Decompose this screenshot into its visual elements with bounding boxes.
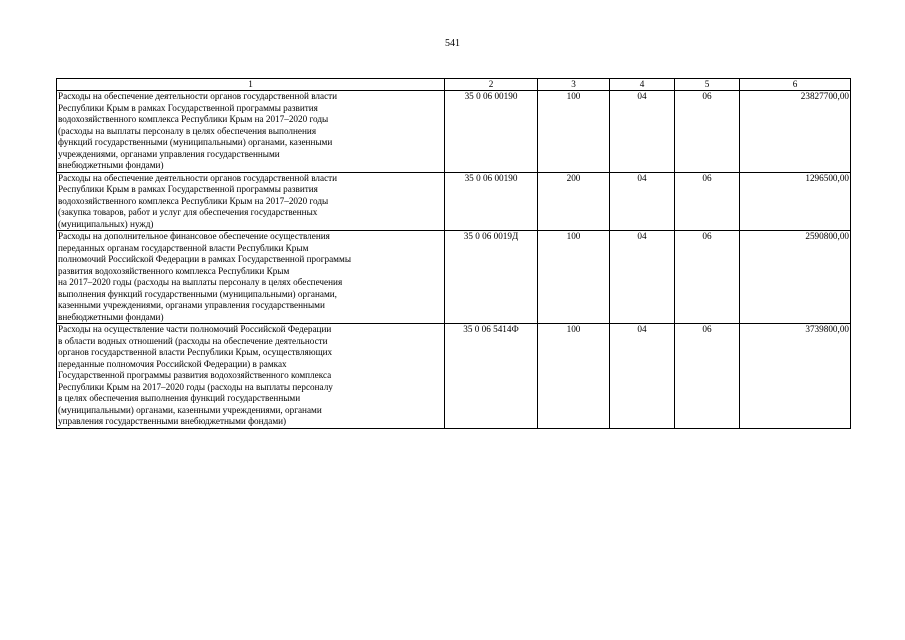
description-line: на 2017–2020 годы (расходы на выплаты персоналу в целях обеспечения bbox=[58, 277, 343, 287]
description-line: учреждениями, органами управления государственными bbox=[58, 148, 280, 159]
description-line: Республики Крым в рамках Государственной программы развития bbox=[58, 184, 318, 194]
description-line: (расходы на выплаты персоналу в целях обеспечения выполнения bbox=[58, 125, 317, 136]
row-col4: 04 bbox=[610, 324, 675, 429]
row-col3: 100 bbox=[538, 324, 610, 429]
table-body bbox=[57, 91, 851, 429]
table-row bbox=[57, 91, 851, 173]
row-col4: 04 bbox=[610, 172, 675, 231]
description-line: полномочий Российской Федерации в рамках Государственной программы bbox=[58, 254, 351, 264]
description-line: переданных органам государственной власти Республики Крым bbox=[58, 242, 309, 253]
description-line: выполнения функций государственными (муниципальными) органами, bbox=[58, 288, 337, 299]
table-row bbox=[57, 324, 851, 429]
description-line: в целях обеспечения выполнения функций государственными bbox=[58, 393, 301, 403]
row-code: 35 0 06 0019Д bbox=[445, 231, 538, 324]
row-code: 35 0 06 00190 bbox=[445, 172, 538, 231]
row-amount: 1296500,00 bbox=[740, 172, 851, 231]
description-line: (муниципальных) нужд) bbox=[58, 218, 154, 229]
table-row bbox=[57, 231, 851, 324]
description-line: органов государственной власти Республики Крым, осуществляющих bbox=[58, 347, 333, 357]
row-amount: 2590800,00 bbox=[740, 231, 851, 324]
row-col5: 06 bbox=[675, 231, 740, 324]
row-col5: 06 bbox=[675, 324, 740, 429]
description-line: управления государственными внебюджетными фондами) bbox=[58, 416, 287, 426]
description-line: водохозяйственного комплекса Республики Крым на 2017–2020 годы bbox=[58, 195, 329, 206]
description-line: внебюджетными фондами) bbox=[58, 311, 164, 322]
column-header-4: 4 bbox=[610, 79, 675, 91]
description-line: Государственной программы развития водохозяйственного комплекса bbox=[58, 370, 332, 380]
row-code: 35 0 06 00190 bbox=[445, 91, 538, 173]
description-line: функций государственными (муниципальными) органами, казенными bbox=[58, 137, 333, 147]
row-col3: 100 bbox=[538, 91, 610, 173]
row-description bbox=[57, 91, 445, 173]
row-amount: 23827700,00 bbox=[740, 91, 851, 173]
description-line: Республики Крым на 2017–2020 годы (расходы на выплаты персоналу bbox=[58, 381, 333, 392]
row-col4: 04 bbox=[610, 231, 675, 324]
header-row bbox=[57, 79, 851, 91]
column-header-3: 3 bbox=[538, 79, 610, 91]
page-number: 541 bbox=[445, 38, 460, 49]
budget-table bbox=[56, 78, 851, 429]
description-line: (муниципальными) органами, казенными учреждениями, органами bbox=[58, 404, 322, 415]
row-col5: 06 bbox=[675, 91, 740, 173]
row-description bbox=[57, 231, 445, 324]
description-line: переданные полномочия Российской Федерации) в рамках bbox=[58, 358, 287, 369]
row-col4: 04 bbox=[610, 91, 675, 173]
description-line: Расходы на осуществление части полномочий Российской Федерации bbox=[58, 324, 332, 334]
row-amount: 3739800,00 bbox=[740, 324, 851, 429]
description-line: водохозяйственного комплекса Республики Крым на 2017–2020 годы bbox=[58, 114, 329, 124]
description-line: Расходы на обеспечение деятельности органов государственной власти bbox=[58, 91, 338, 101]
row-col5: 06 bbox=[675, 172, 740, 231]
description-line: Расходы на обеспечение деятельности органов государственной власти bbox=[58, 172, 338, 183]
description-line: развития водохозяйственного комплекса Республики Крым bbox=[58, 265, 290, 276]
row-description bbox=[57, 172, 445, 231]
description-line: в области водных отношений (расходы на обеспечение деятельности bbox=[58, 335, 328, 346]
column-header-2: 2 bbox=[445, 79, 538, 91]
row-description bbox=[57, 324, 445, 429]
row-code: 35 0 06 5414Ф bbox=[445, 324, 538, 429]
row-col3: 200 bbox=[538, 172, 610, 231]
column-header-5: 5 bbox=[675, 79, 740, 91]
description-line: (закупка товаров, работ и услуг для обеспечения государственных bbox=[58, 207, 318, 217]
table-row bbox=[57, 172, 851, 231]
column-header-1: 1 bbox=[57, 79, 445, 91]
row-col3: 100 bbox=[538, 231, 610, 324]
column-header-6: 6 bbox=[740, 79, 851, 91]
description-line: Расходы на дополнительное финансовое обеспечение осуществления bbox=[58, 231, 330, 241]
description-line: внебюджетными фондами) bbox=[58, 160, 164, 170]
description-line: казенными учреждениями, органами управления государственными bbox=[58, 300, 325, 310]
description-line: Республики Крым в рамках Государственной программы развития bbox=[58, 102, 318, 113]
